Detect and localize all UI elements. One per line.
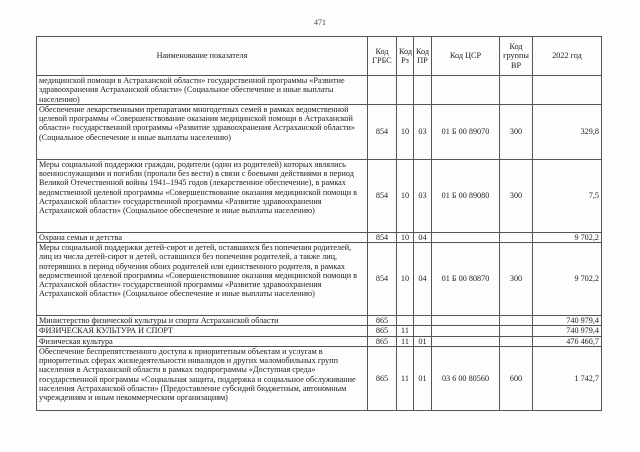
- row-rz: 10: [397, 232, 414, 242]
- header-pr: Код ПР: [414, 37, 432, 76]
- row-csr: 01 Б 00 89070: [432, 104, 500, 159]
- row-grbs: 854: [368, 104, 397, 159]
- row-csr: 01 Б 00 89080: [432, 159, 500, 232]
- row-amount: 9 702,2: [533, 243, 602, 316]
- row-grbs: 865: [368, 316, 397, 326]
- row-vr: 300: [500, 243, 533, 316]
- row-name: Физическая культура: [37, 336, 368, 346]
- row-pr: 04: [414, 243, 432, 316]
- row-csr: [432, 316, 500, 326]
- row-vr: 600: [500, 346, 533, 410]
- row-rz: 11: [397, 346, 414, 410]
- row-name: Охрана семьи и детства: [37, 232, 368, 242]
- table-row: [37, 316, 602, 326]
- row-vr: [500, 232, 533, 242]
- table-row: [37, 243, 602, 316]
- table-row: [37, 326, 602, 336]
- row-grbs: 865: [368, 336, 397, 346]
- row-name: медицинской помощи в Астраханской области» государственной программы «Развитие здравоохранения Астраханской области» (Социальное обеспечение и иные выплаты населению): [37, 76, 368, 105]
- row-vr: 300: [500, 104, 533, 159]
- table-header-row: [37, 37, 602, 76]
- table-row: [37, 336, 602, 346]
- row-grbs: 865: [368, 346, 397, 410]
- header-csr: Код ЦСР: [432, 37, 500, 76]
- row-amount: 740 979,4: [533, 316, 602, 326]
- row-rz: 10: [397, 104, 414, 159]
- row-vr: [500, 76, 533, 105]
- row-pr: [414, 76, 432, 105]
- row-pr: 01: [414, 336, 432, 346]
- row-amount: 740 979,4: [533, 326, 602, 336]
- row-rz: 10: [397, 159, 414, 232]
- row-grbs: 865: [368, 326, 397, 336]
- row-amount: 7,5: [533, 159, 602, 232]
- row-name: Меры социальной поддержки детей-сирот и детей, оставшихся без попечения родителей, лиц из числа детей-сирот и детей, оставшихся без попечения родителей, а также лиц, потерявших в период обучения обоих родителей или единственного родителя, в рамках ведомственной целевой программы «Совершенствование оказания медицинской помощи в Астраханской области» государственной программы «Развитие здравоохранения Астраханской области» (Социальное обеспечение и иные выплаты населению): [37, 243, 368, 316]
- row-grbs: 854: [368, 159, 397, 232]
- row-csr: [432, 326, 500, 336]
- table-row: [37, 159, 602, 232]
- row-vr: 300: [500, 159, 533, 232]
- row-amount: [533, 76, 602, 105]
- row-vr: [500, 316, 533, 326]
- row-pr: [414, 316, 432, 326]
- table-row: [37, 76, 602, 105]
- header-year: 2022 год: [533, 37, 602, 76]
- row-rz: 10: [397, 243, 414, 316]
- row-rz: 11: [397, 336, 414, 346]
- budget-table: [36, 36, 602, 411]
- header-grbs: Код ГРБС: [368, 37, 397, 76]
- row-csr: [432, 76, 500, 105]
- row-rz: 11: [397, 326, 414, 336]
- row-pr: 03: [414, 159, 432, 232]
- header-vr: Код группы ВР: [500, 37, 533, 76]
- header-name: Наименование показателя: [37, 37, 368, 76]
- page-number: 471: [314, 18, 326, 27]
- row-grbs: 854: [368, 232, 397, 242]
- row-amount: 1 742,7: [533, 346, 602, 410]
- row-pr: [414, 326, 432, 336]
- row-pr: 01: [414, 346, 432, 410]
- row-name: Меры социальной поддержки граждан, родители (один из родителей) которых являлись военнослужащими и погибли (пропали без вести) в связи с боевыми действиями в период Великой Отечественной войны 1941–1945 годов (лекарственное обеспечение), в рамках ведомственной целевой программы «Совершенствование оказания медицинской помощи в Астраханской области» государственной программы «Развитие здравоохранения Астраханской области» (Социальное обеспечение и иные выплаты населению): [37, 159, 368, 232]
- row-grbs: 854: [368, 243, 397, 316]
- row-csr: 03 6 00 80560: [432, 346, 500, 410]
- row-rz: [397, 76, 414, 105]
- row-vr: [500, 326, 533, 336]
- header-rz: Код Рз: [397, 37, 414, 76]
- row-name: Обеспечение беспрепятственного доступа к приоритетным объектам и услугам в приоритетных сферах жизнедеятельности инвалидов и других маломобильных групп населения в Астраханской области в рамках подпрограммы «Доступная среда» государственной программы «Социальная защита, поддержка и социальное обслуживание населения Астраханской области» (Предоставление субсидий бюджетным, автономным учреждениям и иным некоммерческим организациям): [37, 346, 368, 410]
- row-amount: 9 702,2: [533, 232, 602, 242]
- table-row: [37, 346, 602, 410]
- row-pr: 03: [414, 104, 432, 159]
- table-row: [37, 232, 602, 242]
- row-grbs: [368, 76, 397, 105]
- row-amount: 476 460,7: [533, 336, 602, 346]
- row-csr: [432, 232, 500, 242]
- row-name: Обеспечение лекарственными препаратами многодетных семей в рамках ведомственной целевой программы «Совершенствование оказания медицинской помощи в Астраханской области» государственной программы «Развитие здравоохранения Астраханской области» (Социальное обеспечение и иные выплаты населению): [37, 104, 368, 159]
- row-vr: [500, 336, 533, 346]
- row-csr: [432, 336, 500, 346]
- table-row: [37, 104, 602, 159]
- row-pr: 04: [414, 232, 432, 242]
- row-csr: 01 Б 00 80870: [432, 243, 500, 316]
- row-name: ФИЗИЧЕСКАЯ КУЛЬТУРА И СПОРТ: [37, 326, 368, 336]
- row-rz: [397, 316, 414, 326]
- row-amount: 329,8: [533, 104, 602, 159]
- row-name: Министерство физической культуры и спорта Астраханской области: [37, 316, 368, 326]
